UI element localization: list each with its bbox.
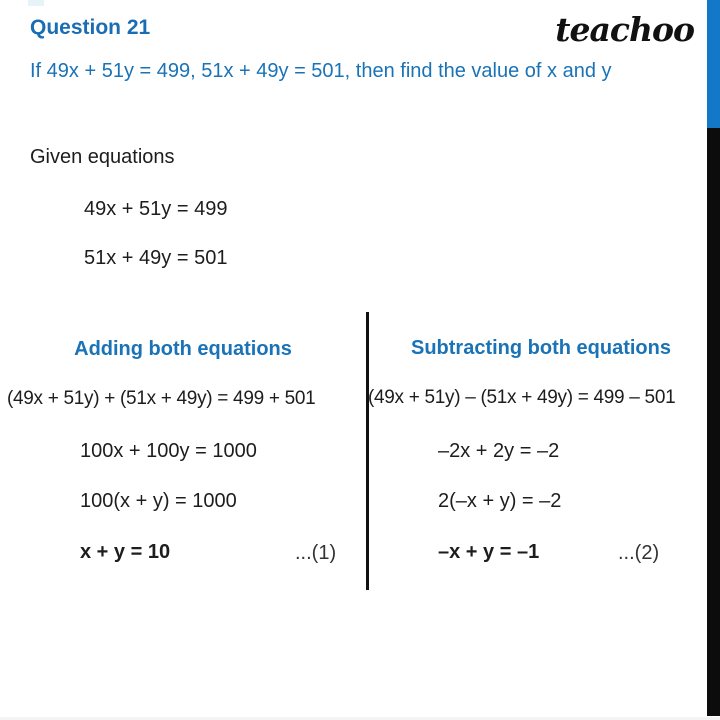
given-equations-label: Given equations xyxy=(30,146,175,168)
adding-heading: Adding both equations xyxy=(74,338,292,360)
subtracting-result: –x + y = –1 xyxy=(438,541,540,563)
subtracting-step-3: 2(–x + y) = –2 xyxy=(438,490,562,512)
question-statement: If 49x + 51y = 499, 51x + 49y = 501, then find the value of x and y xyxy=(30,60,612,82)
subtracting-step-1: (49x + 51y) – (51x + 49y) = 499 – 501 xyxy=(368,387,676,408)
corner-artifact xyxy=(28,0,44,6)
adding-step-1: (49x + 51y) + (51x + 49y) = 499 + 501 xyxy=(7,388,316,409)
question-number-heading: Question 21 xyxy=(30,16,151,39)
subtracting-step-2: –2x + 2y = –2 xyxy=(438,440,560,462)
edge-bar-blue-segment xyxy=(707,0,720,128)
subtracting-heading: Subtracting both equations xyxy=(411,337,671,359)
adding-result: x + y = 10 xyxy=(80,541,171,563)
adding-step-2: 100x + 100y = 1000 xyxy=(80,440,257,462)
adding-step-3: 100(x + y) = 1000 xyxy=(80,490,237,512)
teachoo-logo: teachoo xyxy=(555,10,694,49)
given-equation-1: 49x + 51y = 499 xyxy=(84,198,228,220)
adding-result-tag: ...(1) xyxy=(295,542,337,564)
edge-bar-black-segment xyxy=(707,128,720,716)
subtracting-result-tag: ...(2) xyxy=(618,542,660,564)
given-equation-2: 51x + 49y = 501 xyxy=(84,247,228,269)
column-divider-line xyxy=(366,312,369,590)
